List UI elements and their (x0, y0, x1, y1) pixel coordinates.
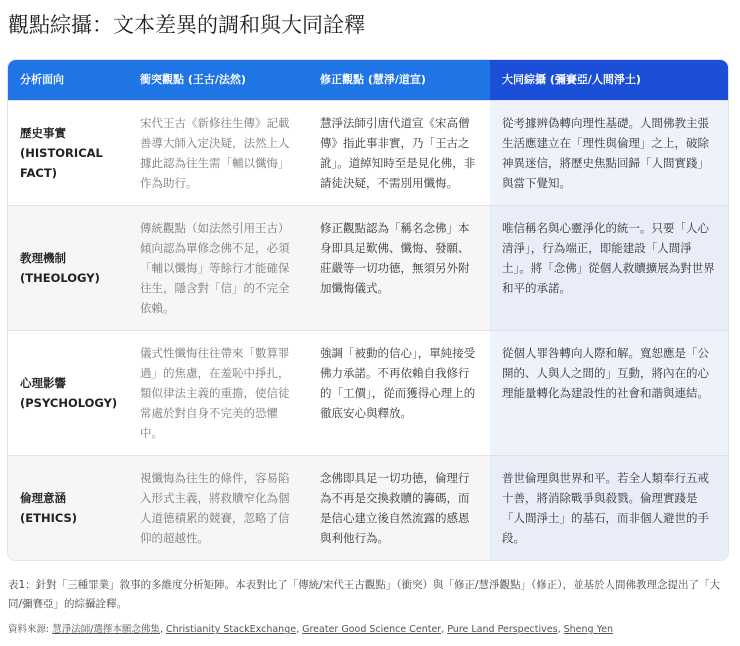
comparison-table (8, 60, 728, 560)
aspect-cell: 倫理意涵 (ETHICS) (20, 491, 78, 525)
synthesis-cell: 普世倫理與世界和平。若全人類奉行五戒十善，將消除戰爭與殺戮。倫理實踐是「人間淨土」的基石，而非個人避世的手段。 (490, 456, 728, 560)
table-row (8, 205, 728, 330)
sources-label: 資料來源: (8, 624, 53, 635)
aspect-cell: 心理影響 (PSYCHOLOGY) (20, 376, 118, 410)
sources: 資料來源: 慧淨法師/選擇本願念佛集, Christianity StackExchange, Greater Good Science Center, Pure Land Perspectives, Sheng Yen (8, 624, 613, 635)
table-row (8, 100, 728, 205)
header-synthesis: 大同綜攝 (彌賽亞/人間淨土) (490, 60, 728, 100)
conflict-cell: 傳統觀點（如法然引用王古）傾向認為單修念佛不足，必須「輔以懺悔」等餘行才能確保往生，隱含對「信」的不完全依賴。 (140, 221, 290, 315)
synthesis-cell: 唯信稱名與心靈淨化的統一。只要「人心清淨」，行為端正，即能建設「人間淨土」。將「念佛」從個人救贖擴展為對世界和平的承諾。 (490, 206, 728, 330)
source-link[interactable]: Pure Land Perspectives (447, 624, 558, 635)
header-conflict: 衝突觀點 (王古/法然) (140, 73, 246, 86)
source-link[interactable]: Sheng Yen (563, 624, 613, 635)
revised-cell: 強調「被動的信心」，單純接受佛力承諾。不再依賴自我修行的「工價」，從而獲得心理上的徹底安心與釋放。 (320, 346, 476, 420)
revised-cell: 修正觀點認為「稱名念佛」本身即具足歎佛、懺悔、發願、莊嚴等一切功德，無須另外附加懺悔儀式。 (320, 221, 470, 295)
header-revised: 修正觀點 (慧淨/道宣) (320, 73, 426, 86)
source-link[interactable]: 慧淨法師/選擇本願念佛集 (52, 624, 160, 635)
page-title: 觀點綜攝：文本差異的調和與大同詮釋 (8, 13, 365, 37)
conflict-cell: 宋代王古《新修往生傳》記載善導大師入定決疑，法然上人據此認為往生需「輔以懺悔」作為助行。 (140, 116, 290, 190)
aspect-cell: 教理機制 (THEOLOGY) (20, 251, 100, 285)
synthesis-cell: 從個人罪咎轉向人際和解。寬恕應是「公開的、人與人之間的」互動，將內在的心理能量轉化為建設性的社會和諧與連結。 (490, 331, 728, 455)
header-aspect: 分析面向 (20, 73, 64, 86)
revised-cell: 念佛即具足一切功德，倫理行為不再是交換救贖的籌碼，而是信心建立後自然流露的感恩與利他行為。 (320, 471, 470, 545)
aspect-cell: 歷史事實 (HISTORICAL FACT) (20, 126, 103, 180)
synthesis-cell: 從考據辨偽轉向理性基礎。人間佛教主張生活應建立在「理性與倫理」之上，破除神異迷信，將歷史焦點回歸「人間實踐」與當下覺知。 (490, 101, 728, 205)
source-link[interactable]: Greater Good Science Center (302, 624, 442, 635)
table-row (8, 455, 728, 560)
conflict-cell: 視懺悔為往生的條件，容易陷入形式主義，將救贖窄化為個人道德積累的競賽，忽略了信仰的超越性。 (140, 471, 290, 545)
revised-cell: 慧淨法師引唐代道宣《宋高僧傳》指此事非實，乃「王古之訛」。道綽知時至是見化佛，非請徒決疑，不需別用懺悔。 (320, 116, 476, 190)
source-link[interactable]: Christianity StackExchange (165, 624, 297, 635)
table-row (8, 330, 728, 455)
table-caption: 表1：針對「三種罪業」敘事的多維度分析矩陣。本表對比了「傳統/宋代王古觀點」（衝突）與「修正/慧淨觀點」（修正），並基於人間佛教理念提出了「大同/彌賽亞」的綜攝詮釋。 (8, 579, 721, 610)
table-header-row (8, 60, 728, 100)
conflict-cell: 儀式性懺悔往往帶來「數算罪過」的焦慮，在羞恥中掙扎，類似律法主義的重擔，使信徒常處於對自身不完美的恐懼中。 (140, 346, 290, 440)
